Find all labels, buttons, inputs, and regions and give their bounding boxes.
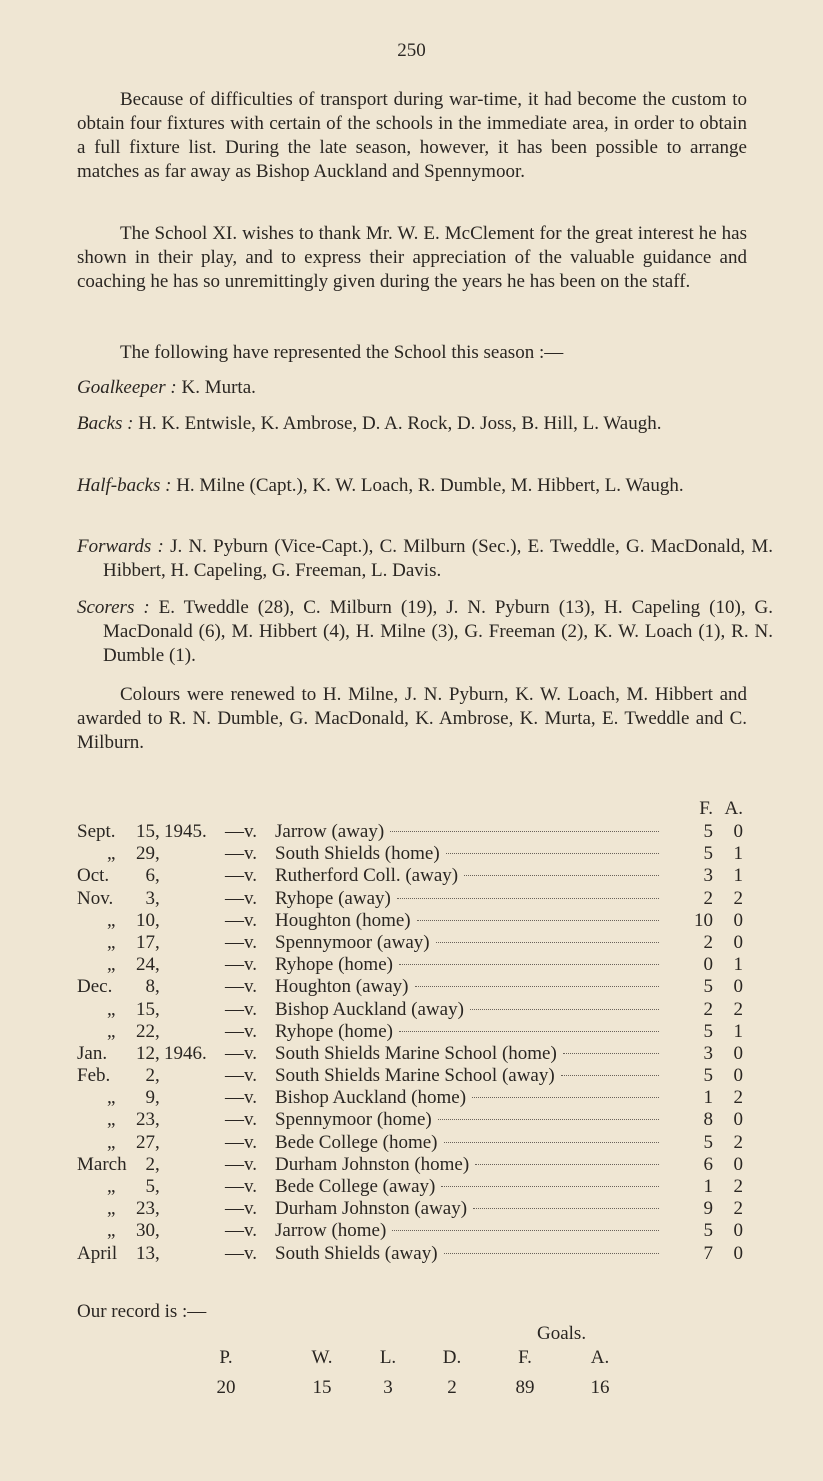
- fixture-month: March: [77, 1153, 127, 1175]
- fixture-month: Dec.: [77, 976, 113, 998]
- fixture-goals-against: 0: [733, 1242, 743, 1264]
- record-header-against: A.: [590, 1347, 610, 1368]
- leader-dots: [444, 1142, 659, 1143]
- team-scorers: [77, 596, 773, 668]
- fixture-day: 12: [136, 1042, 155, 1064]
- team-goalkeeper: [77, 376, 773, 400]
- leader-dots: [446, 853, 659, 854]
- paragraph-represented: The following have represented the School this season :—: [120, 342, 564, 363]
- fixture-goals-against: 0: [733, 931, 743, 953]
- fixture-opponent: [275, 843, 661, 865]
- fixture-month: „: [107, 998, 116, 1020]
- fixture-goals-against: 2: [733, 887, 743, 909]
- team-names: E. Tweddle (28), C. Milburn (19), J. N. Pyburn (13), H. Capeling (10), G. MacDonald (6), M. Hibbert (4), H. Milne (3), G. Freeman (2), K. W. Loach (1), R. N. Dumble (1).: [103, 597, 774, 666]
- leader-dots: [399, 1031, 659, 1032]
- fixture-comma: ,: [155, 976, 160, 998]
- paragraph-colours: Colours were renewed to H. Milne, J. N. Pyburn, K. W. Loach, M. Hibbert and awarded to R. N. Dumble, G. MacDonald, K. Ambrose, K. Murta, E. Tweddle and C. Milburn.: [77, 684, 747, 753]
- leader-dots: [473, 1208, 659, 1209]
- leader-dots: [436, 942, 659, 943]
- fixture-opponent: [275, 999, 661, 1021]
- fixture-opponent-name: Bishop Auckland (away): [275, 998, 464, 1020]
- leader-dots: [561, 1075, 659, 1076]
- fixture-opponent-name: Houghton (home): [275, 909, 411, 931]
- fixture-month: Feb.: [77, 1065, 111, 1087]
- fixture-opponent-name: Rutherford Coll. (away): [275, 865, 459, 887]
- team-half-backs: [77, 474, 773, 498]
- fixture-row: [77, 1109, 757, 1131]
- leader-dots: [464, 875, 659, 876]
- fixture-goals-for: 5: [703, 1020, 713, 1042]
- fixture-goals-against: 2: [733, 1198, 743, 1220]
- fixtures-table: [77, 797, 757, 1265]
- fixture-opponent: [275, 1109, 661, 1131]
- fixture-row: [77, 1087, 757, 1109]
- fixture-comma: ,: [155, 1242, 160, 1264]
- fixture-row: [77, 865, 757, 887]
- fixture-comma: ,: [155, 1065, 160, 1087]
- paragraph-transport: Because of difficulties of transport during war-time, it had become the custom to obtain four fixtures with certain of the schools in the immediate area, in order to obtain a full fixture list. During the late season, however, it has been possible to arrange matches as far away as Bishop Auckland and Spennymoor.: [77, 89, 747, 182]
- leader-dots: [392, 1230, 659, 1231]
- fixture-opponent-name: South Shields (away): [275, 1242, 438, 1264]
- fixture-goals-against: 0: [733, 1109, 743, 1131]
- fixture-comma: ,: [155, 1131, 160, 1153]
- team-label: Half-backs :: [77, 475, 172, 496]
- fixture-day: 6: [145, 865, 155, 887]
- fixture-opponent-name: Jarrow (away): [275, 821, 385, 842]
- fixture-row: [77, 1243, 757, 1265]
- fixture-month: „: [107, 843, 116, 865]
- fixture-opponent: [275, 1243, 661, 1265]
- fixture-goals-against: 0: [733, 1220, 743, 1242]
- record-header-for: F.: [518, 1347, 532, 1368]
- fixture-month: „: [107, 954, 116, 976]
- fixture-month: Nov.: [77, 887, 114, 909]
- fixture-row: [77, 821, 757, 843]
- fixture-versus: —v.: [225, 887, 258, 909]
- fixture-versus: —v.: [225, 954, 258, 976]
- fixture-comma: ,: [155, 1220, 160, 1242]
- fixture-comma: ,: [155, 998, 160, 1020]
- fixture-row: [77, 1132, 757, 1154]
- fixture-goals-against: 0: [733, 1065, 743, 1087]
- fixture-goals-for: 0: [703, 954, 713, 976]
- fixture-day: 2: [145, 1153, 155, 1175]
- fixture-opponent: [275, 1065, 661, 1087]
- fixture-goals-against: 0: [733, 909, 743, 931]
- fixture-versus: —v.: [225, 1065, 258, 1087]
- leader-dots: [390, 831, 659, 832]
- fixture-month: „: [107, 1220, 116, 1242]
- team-names: H. K. Entwisle, K. Ambrose, D. A. Rock, D. Joss, B. Hill, L. Waugh.: [138, 413, 662, 434]
- fixture-goals-for: 5: [703, 821, 713, 842]
- fixture-opponent: [275, 888, 661, 910]
- fixture-opponent-name: Spennymoor (home): [275, 1109, 432, 1131]
- fixture-opponent: [275, 1220, 661, 1242]
- fixture-day: 15: [136, 998, 155, 1020]
- fixture-month: „: [107, 1020, 116, 1042]
- fixture-day: 5: [145, 1176, 155, 1197]
- fixture-month: Sept.: [77, 821, 116, 842]
- fixture-month: „: [107, 1131, 116, 1153]
- fixture-versus: —v.: [225, 976, 258, 998]
- fixture-day: 13: [136, 1242, 155, 1264]
- fixture-versus: —v.: [225, 1153, 258, 1175]
- fixture-month: „: [107, 931, 116, 953]
- fixture-goals-for: 5: [703, 1131, 713, 1153]
- team-names: J. N. Pyburn (Vice-Capt.), C. Milburn (Sec.), E. Tweddle, G. MacDonald, M. Hibbert, H. Capeling, G. Freeman, L. Davis.: [103, 536, 773, 581]
- fixture-versus: —v.: [225, 998, 258, 1020]
- fixture-goals-against: 2: [733, 1087, 743, 1109]
- fixture-opponent-name: Spennymoor (away): [275, 931, 430, 953]
- fixture-opponent: [275, 1087, 661, 1109]
- fixture-row: [77, 999, 757, 1021]
- fixture-versus: —v.: [225, 1020, 258, 1042]
- fixture-comma: ,: [155, 1176, 160, 1197]
- record-header-lost: L.: [379, 1347, 397, 1368]
- fixture-goals-against: 2: [733, 1176, 743, 1197]
- fixture-day: 24: [136, 954, 155, 976]
- page-number: 250: [397, 40, 426, 61]
- record-values: [0, 1377, 823, 1401]
- team-label: Goalkeeper :: [77, 377, 177, 398]
- fixture-opponent-name: South Shields Marine School (away): [275, 1065, 555, 1087]
- fixture-month: „: [107, 1176, 116, 1197]
- team-label: Scorers :: [77, 597, 150, 618]
- fixture-day: 10: [136, 909, 155, 931]
- fixture-opponent: [275, 932, 661, 954]
- fixture-day: 9: [145, 1087, 155, 1109]
- fixture-row: [77, 1176, 757, 1198]
- fixture-comma: ,: [155, 954, 160, 976]
- record-header-won: W.: [311, 1347, 333, 1368]
- fixture-goals-against: 0: [733, 821, 743, 842]
- fixture-versus: —v.: [225, 1109, 258, 1131]
- fixture-versus: —v.: [225, 1087, 258, 1109]
- fixture-opponent: [275, 1154, 661, 1176]
- fixture-opponent-name: Bede College (away): [275, 1176, 436, 1197]
- fixture-opponent-name: Ryhope (home): [275, 954, 393, 976]
- fixture-goals-against: 2: [733, 998, 743, 1020]
- fixture-goals-against: 0: [733, 1042, 743, 1064]
- fixture-opponent-name: Durham Johnston (away): [275, 1198, 468, 1220]
- fixture-versus: —v.: [225, 909, 258, 931]
- leader-dots: [472, 1097, 659, 1098]
- fixture-day: 22: [136, 1020, 155, 1042]
- leader-dots: [415, 986, 660, 987]
- leader-dots: [399, 964, 659, 965]
- fixture-month: Oct.: [77, 865, 110, 887]
- fixture-month: Jan.: [77, 1042, 108, 1064]
- leader-dots: [475, 1164, 659, 1165]
- fixture-opponent-name: South Shields Marine School (home): [275, 1042, 557, 1064]
- fixture-opponent-name: South Shields (home): [275, 843, 440, 865]
- team-label: Backs :: [77, 413, 134, 434]
- fixture-goals-for: 5: [703, 1220, 713, 1242]
- paragraph-thanks: The School XI. wishes to thank Mr. W. E. McClement for the great interest he has shown in their play, and to express their appreciation of the valuable guidance and coaching he has so unremittingly given during the years he has been on the staff.: [77, 223, 747, 292]
- fixture-opponent: [275, 865, 661, 887]
- fixture-opponent: [275, 821, 661, 843]
- fixture-goals-against: 0: [733, 1153, 743, 1175]
- record-header-played: P.: [219, 1347, 233, 1368]
- fixture-goals-for: 1: [703, 1176, 713, 1197]
- fixture-month: „: [107, 909, 116, 931]
- fixture-opponent: [275, 1021, 661, 1043]
- fixture-day: 30: [136, 1220, 155, 1242]
- leader-dots: [470, 1009, 659, 1010]
- fixture-comma: ,: [155, 1020, 160, 1042]
- fixture-row: [77, 843, 757, 865]
- record-lost: 3: [383, 1377, 393, 1398]
- fixture-comma: ,: [155, 887, 160, 909]
- fixture-versus: —v.: [225, 1198, 258, 1220]
- fixture-versus: —v.: [225, 1220, 258, 1242]
- fixture-goals-for: 2: [703, 931, 713, 953]
- fixture-goals-for: 10: [694, 909, 713, 931]
- team-forwards: [77, 535, 773, 583]
- fixture-comma: ,: [155, 1087, 160, 1109]
- record-drawn: 2: [447, 1377, 457, 1398]
- fixture-row: [77, 1154, 757, 1176]
- fixture-versus: —v.: [225, 1042, 258, 1064]
- fixture-day: 23: [136, 1109, 155, 1131]
- fixture-goals-against: 0: [733, 976, 743, 998]
- fixture-row: [77, 888, 757, 910]
- fixture-goals-for: 2: [703, 887, 713, 909]
- fixture-day: 8: [145, 976, 155, 998]
- fixture-day: 15: [136, 821, 155, 842]
- fixture-year: 1946.: [164, 1042, 207, 1064]
- fixture-comma: ,: [155, 1109, 160, 1131]
- fixture-day: 29: [136, 843, 155, 865]
- team-names: K. Murta.: [181, 377, 256, 398]
- header-against: A.: [724, 798, 743, 819]
- leader-dots: [441, 1186, 659, 1187]
- fixture-row: [77, 932, 757, 954]
- record-played: 20: [216, 1377, 236, 1398]
- header-for: F.: [699, 798, 713, 819]
- fixture-goals-against: 1: [733, 865, 743, 887]
- fixture-opponent-name: Bede College (home): [275, 1131, 438, 1153]
- fixture-month: „: [107, 1087, 116, 1109]
- fixture-opponent: [275, 976, 661, 998]
- fixture-row: [77, 1043, 757, 1065]
- record-title: Our record is :—: [77, 1301, 207, 1322]
- fixture-goals-for: 6: [703, 1153, 713, 1175]
- fixture-opponent: [275, 1043, 661, 1065]
- leader-dots: [563, 1053, 659, 1054]
- fixture-versus: —v.: [225, 1176, 258, 1197]
- team-backs: [77, 412, 773, 436]
- fixture-goals-for: 1: [703, 1087, 713, 1109]
- fixture-versus: —v.: [225, 821, 258, 842]
- team-label: Forwards :: [77, 536, 164, 557]
- fixture-opponent-name: Durham Johnston (home): [275, 1153, 470, 1175]
- fixture-opponent-name: Ryhope (home): [275, 1020, 393, 1042]
- fixture-opponent: [275, 1132, 661, 1154]
- record-against: 16: [590, 1377, 610, 1398]
- fixture-versus: —v.: [225, 1242, 258, 1264]
- record-won: 15: [312, 1377, 332, 1398]
- fixture-month: April: [77, 1242, 118, 1264]
- fixture-goals-against: 1: [733, 954, 743, 976]
- leader-dots: [444, 1253, 659, 1254]
- fixture-opponent-name: Jarrow (home): [275, 1220, 387, 1242]
- record-headers: [0, 1347, 823, 1371]
- fixture-row: [77, 1065, 757, 1087]
- fixture-goals-for: 2: [703, 998, 713, 1020]
- fixture-comma: ,: [155, 1042, 160, 1064]
- fixture-comma: ,: [155, 1198, 160, 1220]
- leader-dots: [397, 898, 659, 899]
- fixture-row: [77, 1021, 757, 1043]
- fixture-comma: ,: [155, 909, 160, 931]
- fixture-goals-for: 3: [703, 865, 713, 887]
- fixture-goals-against: 1: [733, 843, 743, 865]
- fixture-comma: ,: [155, 843, 160, 865]
- fixtures-header: [77, 797, 757, 821]
- fixture-comma: ,: [155, 865, 160, 887]
- fixture-versus: —v.: [225, 931, 258, 953]
- fixture-day: 23: [136, 1198, 155, 1220]
- record-for: 89: [515, 1377, 535, 1398]
- fixture-goals-against: 2: [733, 1131, 743, 1153]
- fixture-row: [77, 910, 757, 932]
- fixture-comma: ,: [155, 1153, 160, 1175]
- leader-dots: [438, 1119, 659, 1120]
- record-header-drawn: D.: [442, 1347, 462, 1368]
- record-goals-label: Goals.: [537, 1323, 587, 1344]
- fixture-opponent-name: Houghton (away): [275, 976, 409, 998]
- fixture-month: „: [107, 1109, 116, 1131]
- fixture-row: [77, 1220, 757, 1242]
- fixture-day: 3: [145, 887, 155, 909]
- fixture-comma: ,: [155, 931, 160, 953]
- fixture-goals-for: 7: [703, 1242, 713, 1264]
- fixture-year: 1945.: [164, 821, 207, 842]
- fixture-row: [77, 976, 757, 998]
- fixture-day: 17: [136, 931, 155, 953]
- fixture-goals-against: 1: [733, 1020, 743, 1042]
- fixture-opponent: [275, 954, 661, 976]
- fixture-goals-for: 3: [703, 1042, 713, 1064]
- fixture-opponent: [275, 1198, 661, 1220]
- fixture-opponent: [275, 1176, 661, 1198]
- fixture-goals-for: 5: [703, 843, 713, 865]
- fixture-versus: —v.: [225, 865, 258, 887]
- fixture-day: 27: [136, 1131, 155, 1153]
- fixture-versus: —v.: [225, 843, 258, 865]
- fixture-row: [77, 1198, 757, 1220]
- fixture-goals-for: 5: [703, 976, 713, 998]
- fixture-goals-for: 8: [703, 1109, 713, 1131]
- fixture-opponent-name: Bishop Auckland (home): [275, 1087, 467, 1109]
- fixture-comma: ,: [155, 821, 160, 842]
- fixture-opponent-name: Ryhope (away): [275, 887, 391, 909]
- leader-dots: [417, 920, 659, 921]
- fixture-month: „: [107, 1198, 116, 1220]
- fixture-goals-for: 9: [703, 1198, 713, 1220]
- fixture-goals-for: 5: [703, 1065, 713, 1087]
- fixture-day: 2: [145, 1065, 155, 1087]
- fixture-versus: —v.: [225, 1131, 258, 1153]
- fixture-row: [77, 954, 757, 976]
- team-names: H. Milne (Capt.), K. W. Loach, R. Dumble, M. Hibbert, L. Waugh.: [176, 475, 684, 496]
- fixture-opponent: [275, 910, 661, 932]
